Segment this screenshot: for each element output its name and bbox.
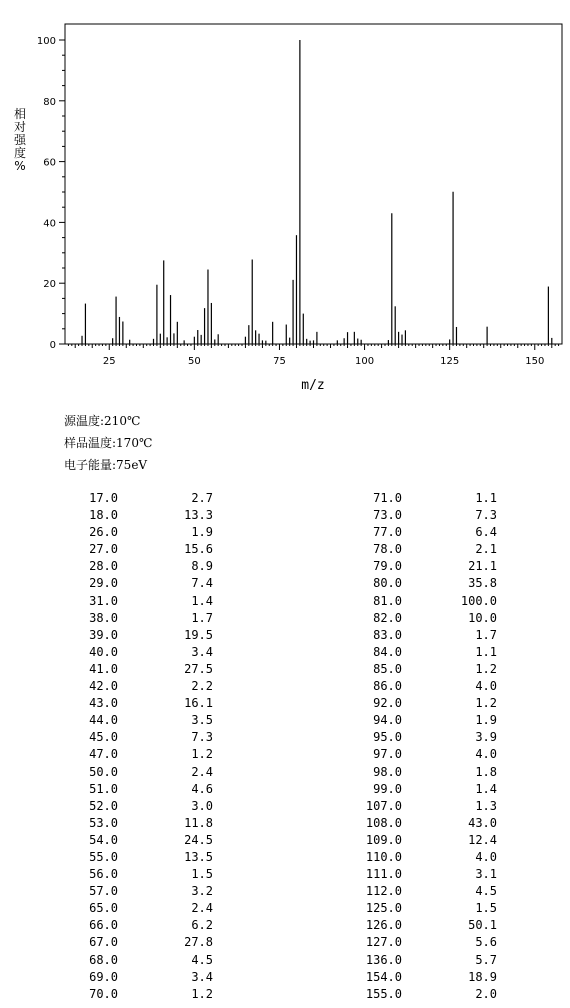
table-row [358,695,497,712]
table-row [74,678,213,695]
table-row [74,558,213,575]
table-row [74,541,213,558]
table-row [358,678,497,695]
abundance-value: 19.5 [184,627,213,642]
abundance-value: 3.2 [191,884,213,899]
abundance-value: 11.8 [184,815,213,830]
table-row [358,849,497,866]
y-axis-label-char: 强 [13,133,27,147]
table-row [358,934,497,951]
mz-value: 55.0 [89,849,118,864]
y-tick-label: 100 [36,36,56,47]
mz-value: 40.0 [89,644,118,659]
mz-value: 68.0 [89,952,118,967]
abundance-value: 1.1 [475,491,497,505]
spectrum-peaks [82,40,552,344]
table-row [74,507,213,524]
table-row [358,986,497,1003]
mz-value: 66.0 [89,918,118,933]
y-axis-label-char: 相 [13,107,27,121]
mz-value: 67.0 [89,935,118,950]
table-row [358,866,497,883]
abundance-value: 3.5 [191,713,213,728]
table-row [358,815,497,832]
mz-value: 86.0 [373,679,402,694]
abundance-value: 7.3 [475,508,497,523]
mz-value: 41.0 [89,661,118,676]
measurement-conditions [64,410,152,476]
mz-value: 110.0 [365,849,402,864]
table-row [74,746,213,763]
abundance-value: 2.2 [191,679,213,694]
table-row [358,610,497,627]
mz-value: 28.0 [89,559,118,574]
table-row [358,952,497,969]
mz-value: 18.0 [89,508,118,523]
mz-value: 71.0 [373,491,402,505]
table-row [358,524,497,541]
mz-value: 70.0 [89,986,118,1001]
table-row [74,661,213,678]
mz-value: 29.0 [89,576,118,591]
table-row [74,798,213,815]
table-row [74,952,213,969]
mz-value: 82.0 [373,610,402,625]
table-row [358,575,497,592]
y-axis [37,36,65,351]
y-tick-label: 60 [43,157,56,169]
peak-table-left [74,490,213,1003]
table-row [74,764,213,781]
abundance-value: 4.0 [475,747,497,762]
mz-value: 51.0 [89,781,118,796]
abundance-value: 16.1 [184,696,213,711]
abundance-value: 50.1 [468,918,497,933]
abundance-value: 2.4 [191,901,213,916]
table-row [74,575,213,592]
table-row [358,781,497,798]
y-tick-label: 40 [43,218,56,230]
mz-value: 53.0 [89,815,118,830]
table-row [358,764,497,781]
mz-value: 85.0 [373,661,402,676]
mz-value: 69.0 [89,969,118,984]
abundance-value: 27.5 [184,661,213,676]
mz-value: 27.0 [89,542,118,557]
plot-frame [65,24,562,344]
x-tick-label: 50 [187,356,201,367]
abundance-value: 1.9 [191,525,213,540]
mz-value: 95.0 [373,730,402,745]
abundance-value: 1.1 [475,644,497,659]
table-row [358,644,497,661]
abundance-value: 27.8 [184,935,213,950]
table-row [74,900,213,917]
mz-value: 81.0 [373,593,402,608]
abundance-value: 5.6 [475,935,497,950]
mz-value: 42.0 [89,679,118,694]
abundance-value: 35.8 [468,576,497,591]
x-tick-label: 125 [440,356,460,367]
sample-temperature: 样品温度:170℃ [64,436,153,450]
table-row [74,986,213,1003]
table-row [74,593,213,610]
y-tick-label: 80 [43,96,56,108]
mz-value: 77.0 [373,525,402,540]
mz-value: 107.0 [365,798,402,813]
x-axis [68,344,558,367]
x-axis-label: m/z [301,378,325,393]
abundance-value: 1.2 [191,747,213,762]
table-row [74,490,213,507]
table-row [74,849,213,866]
source-temperature: 源温度:210℃ [64,414,141,428]
table-row [74,969,213,986]
table-row [74,832,213,849]
abundance-value: 13.5 [184,849,213,864]
table-row [358,883,497,900]
mz-value: 31.0 [89,593,118,608]
abundance-value: 15.6 [184,542,213,557]
electron-energy: 电子能量:75eV [64,458,148,472]
abundance-value: 3.4 [191,644,213,659]
mz-value: 80.0 [373,576,402,591]
mz-value: 43.0 [89,696,118,711]
abundance-value: 4.5 [191,952,213,967]
abundance-value: 24.5 [184,832,213,847]
abundance-value: 4.0 [475,679,497,694]
x-tick-label: 150 [525,356,545,367]
x-tick-label: 100 [355,356,375,367]
table-row [358,490,497,507]
mz-value: 98.0 [373,764,402,779]
mz-value: 97.0 [373,747,402,762]
table-row [74,712,213,729]
y-axis-label-char: % [14,159,26,173]
abundance-value: 3.4 [191,969,213,984]
table-row [74,729,213,746]
mz-value: 112.0 [365,884,402,899]
abundance-value: 3.0 [191,798,213,813]
abundance-value: 1.2 [475,696,497,711]
mz-value: 17.0 [89,491,118,505]
table-row [74,815,213,832]
table-row [358,558,497,575]
abundance-value: 1.8 [475,764,497,779]
mz-value: 84.0 [373,644,402,659]
mz-value: 136.0 [365,952,402,967]
peak-table-right [358,490,497,1003]
table-row [74,934,213,951]
mz-value: 83.0 [373,627,402,642]
mz-value: 50.0 [89,764,118,779]
table-row [358,541,497,558]
table-row [74,695,213,712]
table-row [358,917,497,934]
table-row [358,627,497,644]
x-tick-label: 25 [102,356,116,367]
mz-value: 109.0 [365,832,402,847]
abundance-value: 13.3 [184,508,213,523]
abundance-value: 43.0 [468,815,497,830]
mz-value: 52.0 [89,798,118,813]
table-row [74,524,213,541]
mz-value: 47.0 [89,747,118,762]
abundance-value: 2.1 [475,542,497,557]
x-tick-label: 75 [273,356,286,367]
abundance-value: 7.3 [191,730,213,745]
table-row [74,883,213,900]
mz-value: 125.0 [365,901,402,916]
mz-value: 99.0 [373,781,402,796]
mz-value: 154.0 [365,969,402,984]
abundance-value: 1.4 [475,781,497,796]
table-row [358,900,497,917]
mz-value: 155.0 [365,986,402,1001]
mz-value: 108.0 [365,815,402,830]
mz-value: 79.0 [373,559,402,574]
abundance-value: 2.0 [475,986,497,1001]
table-row [358,712,497,729]
table-row [358,746,497,763]
mz-value: 94.0 [373,713,402,728]
mz-value: 111.0 [365,867,402,882]
mz-value: 92.0 [373,696,402,711]
abundance-value: 1.2 [475,661,497,676]
y-axis-label-char: 度 [13,146,27,160]
abundance-value: 6.2 [191,918,213,933]
abundance-value: 100.0 [460,593,497,608]
abundance-value: 18.9 [468,969,497,984]
y-tick-label: 0 [49,340,56,351]
abundance-value: 4.6 [191,781,213,796]
y-tick-label: 20 [43,279,56,291]
table-row [358,969,497,986]
abundance-value: 3.9 [475,730,497,745]
table-row [358,729,497,746]
abundance-value: 3.1 [475,867,497,882]
mz-value: 73.0 [373,508,402,523]
abundance-value: 1.9 [475,713,497,728]
abundance-value: 1.3 [475,798,497,813]
abundance-value: 1.7 [475,627,497,642]
y-axis-label-char: 对 [13,120,27,134]
mz-value: 57.0 [89,884,118,899]
mz-value: 44.0 [89,713,118,728]
abundance-value: 2.7 [191,491,213,505]
table-row [74,610,213,627]
abundance-value: 6.4 [475,525,497,540]
abundance-value: 4.5 [475,884,497,899]
mz-value: 126.0 [365,918,402,933]
abundance-value: 8.9 [191,559,213,574]
mz-value: 26.0 [89,525,118,540]
table-row [74,644,213,661]
abundance-value: 1.7 [191,610,213,625]
abundance-value: 4.0 [475,849,497,864]
mz-value: 65.0 [89,901,118,916]
table-row [74,917,213,934]
table-row [74,627,213,644]
mz-value: 39.0 [89,627,118,642]
y-axis-label [14,106,27,173]
mz-value: 45.0 [89,730,118,745]
mz-value: 54.0 [89,832,118,847]
mass-spectrum-chart [0,0,570,400]
abundance-value: 7.4 [191,576,213,591]
abundance-value: 1.5 [475,901,497,916]
abundance-value: 5.7 [475,952,497,967]
abundance-value: 2.4 [191,764,213,779]
table-row [358,507,497,524]
abundance-value: 10.0 [468,610,497,625]
table-row [358,661,497,678]
mz-value: 127.0 [365,935,402,950]
abundance-value: 1.4 [191,593,213,608]
abundance-value: 1.5 [191,867,213,882]
table-row [358,798,497,815]
mz-value: 38.0 [89,610,118,625]
abundance-value: 12.4 [468,832,497,847]
table-row [358,832,497,849]
table-row [74,866,213,883]
mz-value: 56.0 [89,867,118,882]
table-row [74,781,213,798]
abundance-value: 1.2 [191,986,213,1001]
abundance-value: 21.1 [468,559,497,574]
table-row [358,593,497,610]
mz-value: 78.0 [373,542,402,557]
